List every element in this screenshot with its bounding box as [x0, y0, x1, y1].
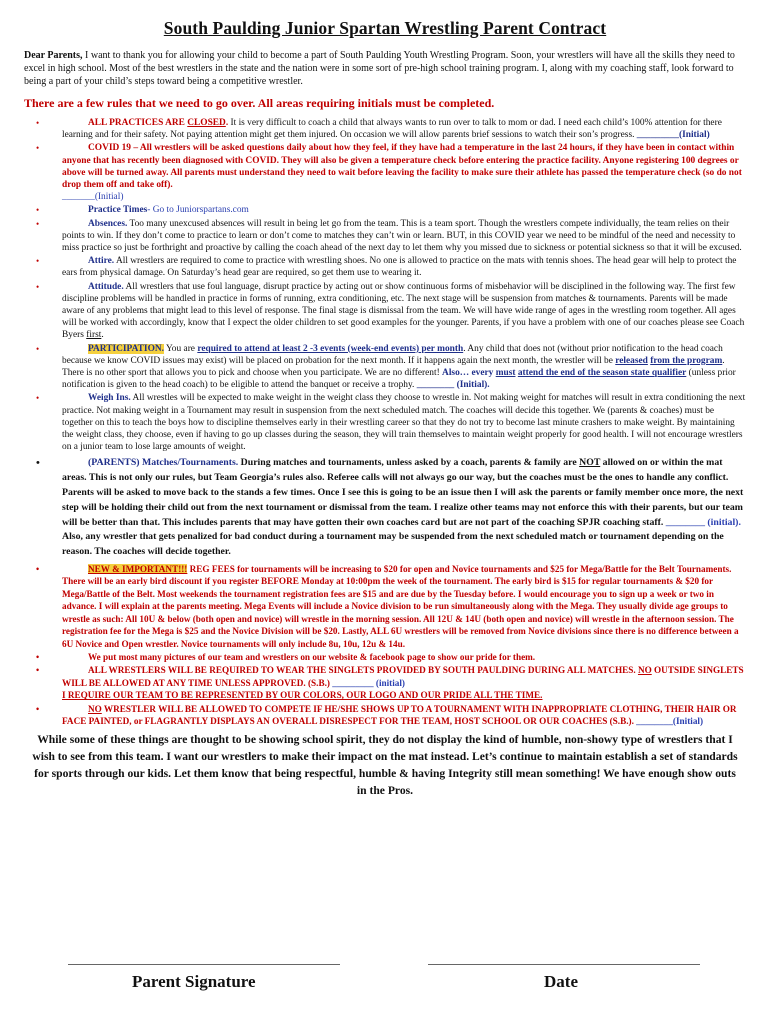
bullet-icon: • — [36, 118, 40, 128]
rule-title-end: . — [225, 118, 229, 128]
rule-pictures — [24, 651, 746, 663]
initial-field[interactable]: _______(Initial) — [62, 192, 124, 203]
initial-field[interactable]: ________ (Initial). — [416, 380, 490, 391]
rule-title: (PARENTS) Matches/Tournaments. — [88, 457, 239, 469]
bullet-icon: • — [36, 218, 40, 229]
bullet-icon: • — [36, 256, 40, 267]
intro-paragraph — [24, 49, 746, 88]
rule-practices — [24, 117, 746, 141]
rules-heading: There are a few rules that we need to go over. All areas requiring initials must be completed. — [24, 96, 495, 110]
rule-text: You are — [163, 343, 198, 354]
initial-field[interactable]: ________(Initial) — [636, 715, 704, 726]
rule-parents — [24, 456, 746, 560]
rule-title: ALL PRACTICES ARE — [88, 118, 188, 128]
bullet-icon: • — [36, 564, 40, 575]
rule-text: During matches and tournaments, unless asked by a coach, parents & family are — [238, 457, 580, 469]
bullet-icon: • — [36, 651, 40, 662]
rule-emphasis: released — [615, 355, 648, 366]
bullet-icon: • — [36, 393, 40, 404]
rule-emphasis: NOT — [579, 457, 601, 469]
rule-title: Practice Times — [88, 205, 148, 216]
rule-requirement: required to attend at least 2 -3 events (week-end events) per month — [197, 343, 464, 354]
parent-signature-line[interactable] — [68, 964, 340, 965]
bullet-icon: • — [36, 205, 40, 216]
bullet-icon: • — [36, 665, 40, 676]
rule-emphasis: must — [495, 368, 516, 379]
rule-text-underlined: I REQUIRE OUR TEAM TO BE REPRESENTED BY OUR COLORS, OUR LOGO AND OUR PRIDE ALL THE TIME. — [62, 690, 543, 701]
parent-signature-label: Parent Signature — [132, 972, 256, 991]
bullet-icon: • — [36, 457, 40, 470]
rule-text: All wrestlers are required to come to practice with wrestling shoes. No one is allowed to practice on the mats with tennis shoes. The head gear will help to protect the ears from physical damage. On Saturday’s head gear are required, so get them use to wearing it. — [62, 256, 737, 279]
rule-emphasis: attend the end of the season state qualifier — [517, 368, 687, 379]
rule-text: We put most many pictures of our team and wrestlers on our website & facebook page to show our pride for them. — [88, 651, 536, 662]
rule-text: COVID 19 – All wrestlers will be asked questions daily about how they feel, if they have had a temperature in the last 24 hours, if they have been in contact within anyone that has recently been diagnosed with COVID. They will also be given a temperature check before entering the practice facility. Anyone registering 100 degrees or above will be turned away. All parents must understand they need to wait before leaving the facility to make sure their athlete has passed the temperature check (so do not drop them off and take off). — [62, 143, 742, 191]
rule-attitude — [24, 281, 746, 342]
intro-lead: Dear Parents, — [24, 50, 83, 61]
rule-text-end: . — [101, 330, 104, 341]
rule-text: (unless prior notification is given to the head coach) to be eligible to attend the banquet or receive a trophy. — [62, 368, 736, 391]
bullet-icon: • — [36, 703, 40, 714]
rule-text: . There is no other sport that allows you to pick and choose when you participate. We are no different! — [62, 355, 725, 379]
rule-title: Absences. — [88, 218, 128, 229]
rules-list — [24, 117, 746, 727]
bullet-icon: • — [36, 281, 40, 292]
rule-emphasis: NO — [88, 703, 102, 714]
rule-title-underlined: CLOSED — [187, 118, 226, 128]
rule-participation — [24, 343, 746, 392]
page-title: South Paulding Junior Spartan Wrestling Parent Contract — [163, 18, 607, 38]
rule-text: WRESTLER WILL BE ALLOWED TO COMPETE IF HE/SHE SHOWS UP TO A TOURNAMENT WITH INAPPROPRIATE CLOTHING, THEIR HAIR OR FACE PAINTED, or FLAGRANTLY DISPLAYS AN OVERALL DISRESPECT FOR THE TEAM, HOST SCHOOL OR OUR COACHES (S.B.). — [62, 703, 737, 726]
initial-field[interactable]: ________ (initial). — [665, 516, 741, 528]
bullet-icon: • — [36, 143, 40, 154]
signature-row — [0, 964, 770, 1004]
rule-text: allowed on or within the mat areas. This is not only our rules, but Team Georgia’s rules also. Referee calls will not always go our way, but the coaches must be the ones to handle any conflict. Parents will be asked to move back to the stands a few times. Once I see this is going to be an issue then I will ask the parents or family member once more, the next step will be holding their child out from the next tournament or dismissal from the team. I realize other teams may not enforce this with their parents, but our team will be better than that. This includes parents that may have gotten their own coaches card but are not part of the coaching SPJR coaching staff. — [62, 457, 744, 528]
rule-emphasis: NO — [637, 665, 652, 676]
rule-title: PARTICIPATION. — [88, 343, 164, 354]
rule-text-underlined: first — [86, 330, 102, 341]
rule-title: Attire. — [88, 256, 115, 267]
rule-covid — [24, 142, 746, 203]
bullet-icon: • — [36, 343, 40, 354]
rule-attire — [24, 255, 746, 279]
rule-text[interactable]: - Go to Juniorspartans.com — [147, 205, 249, 216]
date-label: Date — [544, 972, 578, 991]
closing-paragraph: While some of these things are thought to be showing school spirit, they do not display the kind of humble, non-showy type of wrestlers that I wish to see from this team. I want our wrestlers to make their impact on the mat instead. Let’s continue to maintain establish a set of standards for sports through our kids. Let them know that being respectful, humble & having Integrity still mean something! We have enough show outs in the Pros. — [32, 733, 738, 798]
rule-text: All wrestles will be expected to make weight in the weight class they choose to wrestle in. Not making weight for matches will result in extra conditioning the next practice. Not making weight in a Tournament may result in suspension from the next scheduled match. The coaches will decide this together. We (parents & coaches) must be together on this to teach the boys how to discipline themselves early in their wrestling career so that they do not try to become last minute crashers to make weight. By maintaining the weight class, they choose, even if having to go up classes during the season, they will train themselves to maintain weight properly for good health. I will not encourage wrestlers on a junior team to lose large amounts of weight. — [62, 393, 746, 453]
rule-title: NEW & IMPORTANT!!! — [88, 564, 188, 575]
rule-text: . Any child that does not (without prior notification to the head coach because we know COVID issues may exist) will be placed on probation for the next month. If it happens again the next month, the wrestler will be — [62, 343, 723, 366]
rule-emphasis: Also… every — [442, 368, 496, 379]
initial-field[interactable]: _________ (initial) — [332, 677, 405, 688]
rule-title: Weigh Ins. — [88, 393, 131, 404]
rule-text: OUTSIDE SINGLETS WILL BE ALLOWED AT ANY TIME UNLESS APPROVED. (S.B.) — [62, 665, 744, 688]
rule-compete — [24, 703, 746, 728]
rule-text: It is very difficult to coach a child that always wants to run over to talk to mom or dad. I need each child’s 100% attention for there learning and for their safety. Not paying attention might get them injured. On occasion we will allow parents brief sessions to watch their son’s progress. — [62, 118, 722, 141]
rule-emphasis: from the program — [650, 355, 723, 366]
rule-title: Attitude. — [88, 281, 124, 292]
rule-text: ALL WRESTLERS WILL BE REQUIRED TO WEAR THE SINGLETS PROVIDED BY SOUTH PAULDING DURING ALL MATCHES. — [88, 665, 638, 676]
intro-text: I want to thank you for allowing your child to become a part of South Paulding Youth Wrestling Program. Soon, your wrestlers will have all the skills they need to excel in high school. Most of the best wrestlers in the state and the nation were in some sort of pre-high school training program. I, along with my coaching staff, look forward to being a part of your child’s steps toward being a competitive wrestler. — [24, 50, 735, 87]
rule-text: Too many unexcused absences will result in being let go from the team. This is a team sport. Though the wrestlers compete individually, the team relies on their points to win. If they don’t come to practice to learn or don’t come to matches they can’t win or learn. BUT, in this COVID year we need to be mindful of the need and necessity to miss practice so just be forthright and proactive by calling the coach ahead of the next day to let them why you missed due to sickness or potential sickness so that it will be excused. — [62, 218, 742, 254]
initial-field[interactable]: _________(Initial) — [636, 130, 710, 141]
rule-new-important — [24, 563, 746, 650]
rule-absences — [24, 218, 746, 255]
rule-weighins — [24, 392, 746, 453]
rule-text: Also, any wrestler that gets penalized for bad conduct during a tournament may be suspended from the next scheduled match or tournament depending on the reason. The coaches will decide together. — [62, 531, 724, 558]
rule-practice-times — [24, 204, 746, 216]
rule-text: All wrestlers that use foul language, disrupt practice by acting out or show continuous forms of misbehavior will be disciplined in the following way. The first few discipline problems will be handled in practice in forms of running, extra conditioning, etc. The next stage will be suspension from matches & tournaments. Parents will be made aware of any problems that might lead to this level of response. The final stage is dismissal from the team. We will have wide range of ages in the wrestling room together. All ages will be worked with accordingly, know that I expect the older children to set good examples for the younger. Parents, if you have a problem with one of our coaches please see Coach Byers — [62, 281, 745, 341]
rule-text: REG FEES for tournaments will be increasing to $20 for open and Novice tournaments and $25 for Mega/Battle for the Belt Tournaments. There will be an early bird discount if you register BEFORE Monday at 10:00pm the week of the tournament. The early bird is $15 for regular tournaments & $20 for Mega/Battle of the Belt. Most weekends the tournament registration fees are $15 and are due by the Tuesday before. I would encourage you to sign up a week or two in advance. I will explain at the parents meeting. Mega Events will include a Novice division to be run simultaneously along with the Mega. They usually divide age groups to wrestle as such: All 10U & below (both open and novice) will wrestle in the morning session. All 12U & 14U (both open and novice) will wrestle in the afternoon session. The registration fee for the Mega is $25 and the Novice Division will be $20. Lastly, ALL 6U wrestlers will be removed from Novice divisions since there is no difference between a 6U Novice and Open wrestler. Novice tournaments will only include 8u, 10u, 12u & 14u. — [62, 564, 739, 649]
date-line[interactable] — [428, 964, 700, 965]
rule-singlets — [24, 664, 746, 701]
